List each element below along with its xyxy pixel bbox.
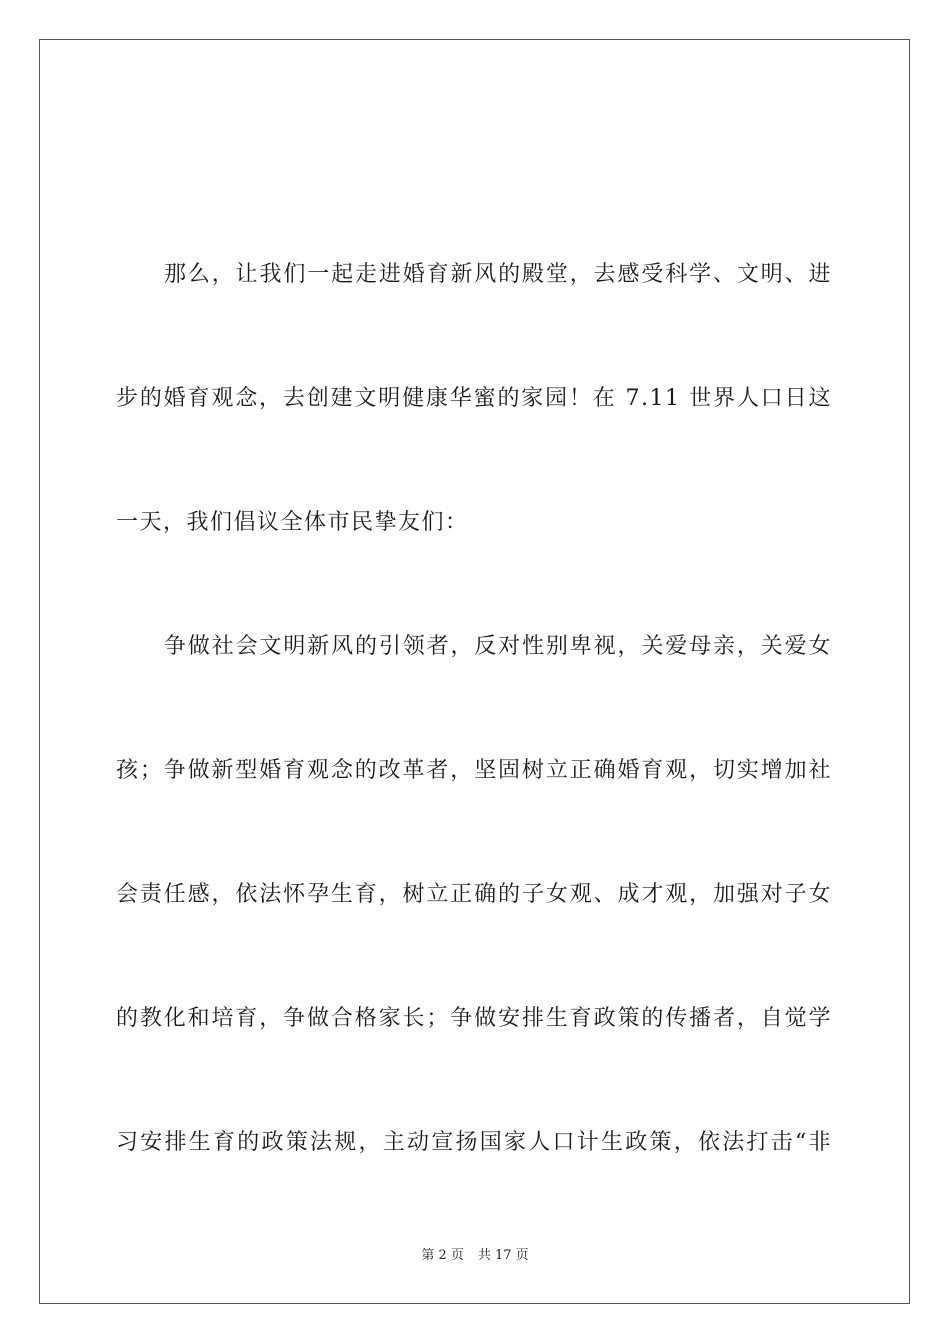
page-footer <box>0 1247 950 1265</box>
paragraph-2-line-4: 的教化和培育，争做合格家长；争做安排生育政策的传播者，自觉学 <box>116 1006 832 1031</box>
paragraph-2-line-3: 会责任感，依法怀孕生育，树立正确的子女观、成才观，加强对子女 <box>116 882 832 907</box>
paragraph-1-line-1: 那么，让我们一起走进婚育新风的殿堂，去感受科学、文明、进 <box>164 262 832 287</box>
paragraph-2-line-5: 习安排生育的政策法规，主动宣扬国家人口计生政策，依法打击“非 <box>116 1130 832 1155</box>
page-number: 第 2 页 <box>421 1248 464 1263</box>
page-frame <box>39 39 910 1304</box>
paragraph-1-line-2: 步的婚育观念，去创建文明健康华蜜的家园！在 7.11 世界人口日这 <box>116 386 832 411</box>
page-total: 共 17 页 <box>477 1248 529 1263</box>
paragraph-2-line-2: 孩；争做新型婚育观念的改革者，坚固树立正确婚育观，切实增加社 <box>116 758 832 783</box>
paragraph-2-line-1: 争做社会文明新风的引领者，反对性别卑视，关爱母亲，关爱女 <box>164 634 832 659</box>
paragraph-1-line-3: 一天，我们倡议全体市民挚友们： <box>116 510 469 535</box>
